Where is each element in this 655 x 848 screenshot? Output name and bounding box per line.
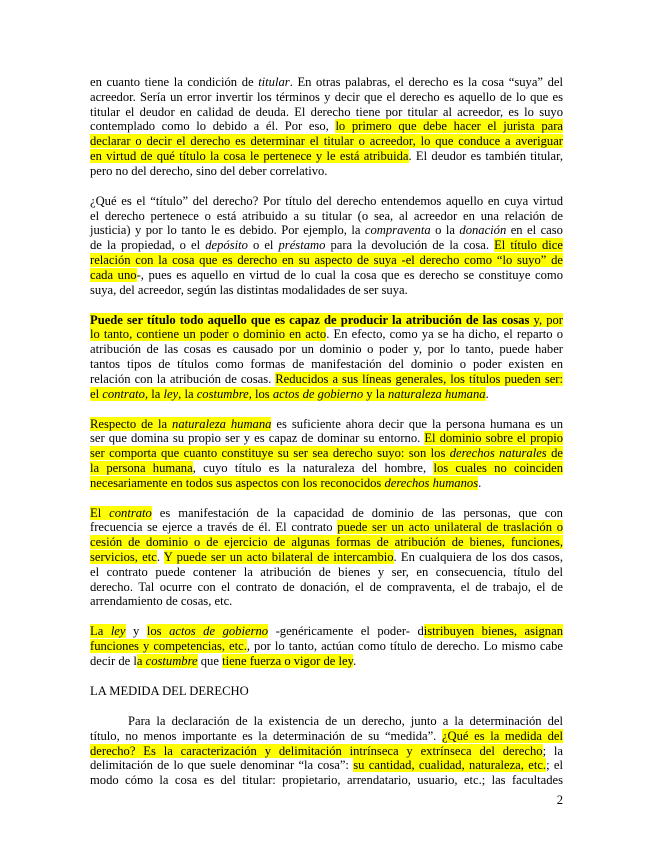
- text-line: [90, 758, 563, 773]
- text-run: de la propiedad, o el: [90, 238, 206, 253]
- text-line: [90, 550, 563, 565]
- highlighted-text: puede ser un acto unilateral de traslación o: [337, 520, 563, 535]
- text-run: es suficiente ahora decir que la persona humana es un: [271, 416, 563, 431]
- text-run: préstamo: [278, 238, 326, 253]
- text-run: que: [197, 654, 223, 669]
- text-run: en cuanto tiene la condición de: [90, 75, 259, 89]
- text-line: [90, 238, 563, 253]
- text-line: [90, 714, 563, 729]
- section: [90, 684, 563, 788]
- text-run: o el: [247, 238, 279, 253]
- text-run: . En efecto, como ya se ha dicho, el reparto o: [326, 327, 563, 342]
- highlighted-text: y la: [363, 386, 388, 401]
- highlighted-text: ¿Qué es la medida del: [441, 728, 563, 743]
- text-run: . El deudor es también titular,: [408, 148, 563, 163]
- text-line: [90, 119, 563, 134]
- highlighted-text: , los: [248, 386, 273, 401]
- text-line: [90, 209, 563, 224]
- text-run: modo cómo la cosa es del titular: propietario, arrendatario, usuario, etc.; las facultades: [90, 773, 563, 788]
- highlighted-text: ley: [163, 386, 179, 401]
- highlighted-text: contrato: [109, 505, 152, 520]
- text-run: .: [478, 475, 482, 490]
- text-line: [90, 729, 563, 744]
- text-line: [90, 223, 563, 238]
- text-line: [90, 253, 563, 268]
- text-line: [90, 194, 563, 209]
- highlighted-text: cesión de dominio o de ejercicio de algunas formas de atribución de bienes, funciones,: [90, 535, 563, 550]
- text-run: tantos tipos de títulos como formas de manifestación del dominio o poder existen en: [90, 356, 563, 371]
- text-line: [90, 387, 563, 402]
- text-run: el contrato puede contener la atribución de bienes y ser, en consecuencia, título del: [90, 564, 563, 579]
- text-line: [90, 624, 563, 639]
- text-run: donación: [459, 223, 507, 238]
- highlighted-text: a: [136, 654, 146, 669]
- paragraph: [90, 75, 563, 179]
- highlighted-text: lo primero que debe hacer el jurista para: [335, 119, 563, 134]
- text-run: arrendamiento de cosas, etc.: [90, 594, 233, 609]
- text-run: derecho. Tal ocurre con el contrato de donación, el de compraventa, el de trabajo, el de: [90, 579, 563, 594]
- text-run: es manifestación de la capacidad de dominio de las personas, que con: [151, 505, 563, 520]
- text-line: [90, 520, 563, 535]
- highlighted-text: cada uno: [90, 267, 137, 282]
- text-run: para la devolución de la cosa.: [325, 238, 495, 253]
- text-run: .: [353, 654, 357, 669]
- text-line: [90, 476, 563, 491]
- document-body: [90, 75, 563, 803]
- text-run: ¿Qué es el “título” del derecho? Por título del derecho entendemos aquello en cuya virtud: [90, 193, 563, 208]
- text-line: [90, 654, 563, 669]
- text-run: . En otras palabras, el derecho es la cosa “suya” del: [289, 75, 563, 89]
- highlighted-text: La: [90, 624, 111, 639]
- highlighted-text: en virtud de qué título la cosa le pertenece y le está atribuida: [90, 148, 409, 163]
- highlighted-text: derechos humanos: [384, 475, 479, 490]
- highlighted-text: el: [90, 386, 103, 401]
- text-line: [90, 639, 563, 654]
- highlighted-text: costumbre: [196, 386, 249, 401]
- text-line: [90, 372, 563, 387]
- text-run: -genéricamente el poder- d: [268, 624, 424, 639]
- highlighted-text: derechos naturales: [449, 446, 547, 461]
- highlighted-text: El título dice: [494, 238, 563, 253]
- text-line: [90, 134, 563, 149]
- highlighted-text: naturaleza humana: [172, 416, 272, 431]
- text-run: compraventa: [364, 223, 431, 238]
- text-run: o la: [430, 223, 460, 238]
- highlighted-text: la persona humana: [90, 460, 193, 475]
- text-run: , por lo tanto, actúan como título de derecho. Lo mismo cabe: [246, 639, 563, 654]
- text-line: [90, 357, 563, 372]
- text-run: .: [156, 550, 164, 565]
- highlighted-text: los cuales no coinciden: [433, 460, 563, 475]
- text-run: ; la: [542, 743, 563, 758]
- highlighted-text: derecho? Es la caracterización y delimitación intrínseca y extrínseca del derecho: [90, 743, 543, 758]
- highlighted-text: ley: [110, 624, 126, 639]
- section: [90, 75, 563, 669]
- text-run: frecuencia se ejerce a través de él. El contrato: [90, 520, 338, 535]
- highlighted-text: Y puede ser un acto bilateral de intercambio: [163, 550, 394, 565]
- paragraph: [90, 506, 563, 610]
- text-run: el derecho pertenece o está atribuido a su titular (o sea, al acreedor en una relación de: [90, 208, 563, 223]
- text-run: y: [125, 624, 147, 639]
- text-line: [90, 431, 563, 446]
- highlighted-text: relación con la cosa que es derecho en su aspecto de suya -el derecho como “lo suyo” de: [90, 252, 563, 267]
- highlighted-text: El dominio sobre el propio: [424, 431, 563, 446]
- text-run: atribución de las cosas es causado por un dominio o poder y, por lo tanto, puede haber: [90, 342, 563, 357]
- text-line: [90, 535, 563, 550]
- text-line: [90, 594, 563, 609]
- text-line: [90, 268, 563, 283]
- text-run: decir de l: [90, 654, 137, 669]
- paragraph: [90, 417, 563, 491]
- highlighted-text: actos de gobierno: [169, 624, 269, 639]
- text-run: contemplado como lo debido a él. Por eso,: [90, 119, 336, 134]
- text-run: .: [485, 386, 489, 401]
- highlighted-text: Respecto de la: [90, 416, 173, 431]
- text-line: [90, 149, 563, 164]
- highlighted-text: necesariamente en todos sus aspectos con los reconocidos: [90, 475, 385, 490]
- highlighted-text: El: [90, 505, 110, 520]
- highlighted-text: declarar o decir el derecho es determinar el titular o acreedor, lo que conduce a averiguar: [90, 134, 563, 149]
- page-number: 2: [556, 793, 563, 807]
- text-line: [90, 773, 563, 788]
- text-run: en el caso: [506, 223, 563, 238]
- highlighted-text: tiene fuerza o vigor de ley: [222, 654, 354, 669]
- text-line: [90, 565, 563, 580]
- paragraph: [90, 714, 563, 788]
- text-run: delimitación de lo que suele denominar “la cosa”:: [90, 758, 354, 773]
- highlighted-text: , la: [144, 386, 164, 401]
- highlighted-text: naturaleza humana: [387, 386, 486, 401]
- highlighted-text: y, por: [529, 312, 563, 327]
- text-line: [90, 446, 563, 461]
- text-run: , cuyo título es la naturaleza del hombre,: [192, 460, 434, 475]
- highlighted-text: Reducidos a sus líneas generales, los títulos pueden ser:: [275, 371, 564, 386]
- text-line: [90, 105, 563, 120]
- text-line: [90, 744, 563, 759]
- text-line: [90, 90, 563, 105]
- highlighted-text: Puede ser título todo aquello que es capaz de producir la atribución de las cosas: [90, 312, 530, 327]
- highlighted-text: actos de gobierno: [272, 386, 364, 401]
- highlighted-text: su cantidad, cualidad, naturaleza, etc.: [353, 758, 547, 773]
- text-line: [90, 313, 563, 328]
- text-line: [90, 580, 563, 595]
- text-run: Para la declaración de la existencia de un derecho, junto a la determinación del: [128, 714, 563, 728]
- text-run: relación con la atribución de cosas.: [90, 371, 276, 386]
- highlighted-text: funciones y competencias, etc.: [90, 639, 247, 654]
- text-run: depósito: [205, 238, 248, 253]
- text-run: ser que domina su propio ser y es capaz de dominar su entorno.: [90, 431, 425, 446]
- text-run: . En cualquiera de los dos casos,: [393, 550, 563, 565]
- highlighted-text: los: [146, 624, 170, 639]
- highlighted-text: de: [546, 446, 563, 461]
- text-run: titular: [258, 75, 290, 89]
- text-run: título, no menos importante es la determinación de su “medida”.: [90, 728, 442, 743]
- paragraph: [90, 313, 563, 402]
- text-run: titular el deudor en calidad de deuda. El derecho tiene por titular al acreedor, es lo suyo: [90, 104, 563, 119]
- text-line: [90, 75, 563, 90]
- text-run: suya, del acreedor, según las distintas modalidades de ser suya.: [90, 282, 408, 297]
- text-run: pero no del derecho, sino del deber correlativo.: [90, 163, 328, 178]
- section-heading: LA MEDIDA DEL DERECHO: [90, 684, 249, 699]
- text-line: [90, 327, 563, 342]
- highlighted-text: servicios, etc: [90, 550, 157, 565]
- text-line: [90, 342, 563, 357]
- text-line: [90, 461, 563, 476]
- text-line: [90, 417, 563, 432]
- highlighted-text: contrato: [102, 386, 145, 401]
- highlighted-text: istribuyen bienes, asignan: [423, 624, 563, 639]
- highlighted-text: , la: [178, 386, 197, 401]
- text-run: ; el: [546, 758, 563, 773]
- paragraph: [90, 194, 563, 298]
- paragraph: [90, 624, 563, 668]
- text-line: [90, 164, 563, 179]
- text-run: acreedor. Sería un error invertir los términos y decir que el derecho es aquello de lo que es: [90, 89, 563, 104]
- text-run: -, pues es aquello en virtud de lo cual la cosa que es derecho se constituye como: [136, 267, 563, 282]
- text-line: [90, 283, 563, 298]
- highlighted-text: ser comporta que cuanto constituye su ser sea derecho suyo: son los: [90, 446, 450, 461]
- highlighted-text: lo tanto, contiene un poder o dominio en acto: [90, 327, 327, 342]
- text-line: [90, 506, 563, 521]
- text-run: justicia) y por lo tanto le es debido. Por ejemplo, la: [90, 223, 365, 238]
- highlighted-text: costumbre: [145, 654, 198, 669]
